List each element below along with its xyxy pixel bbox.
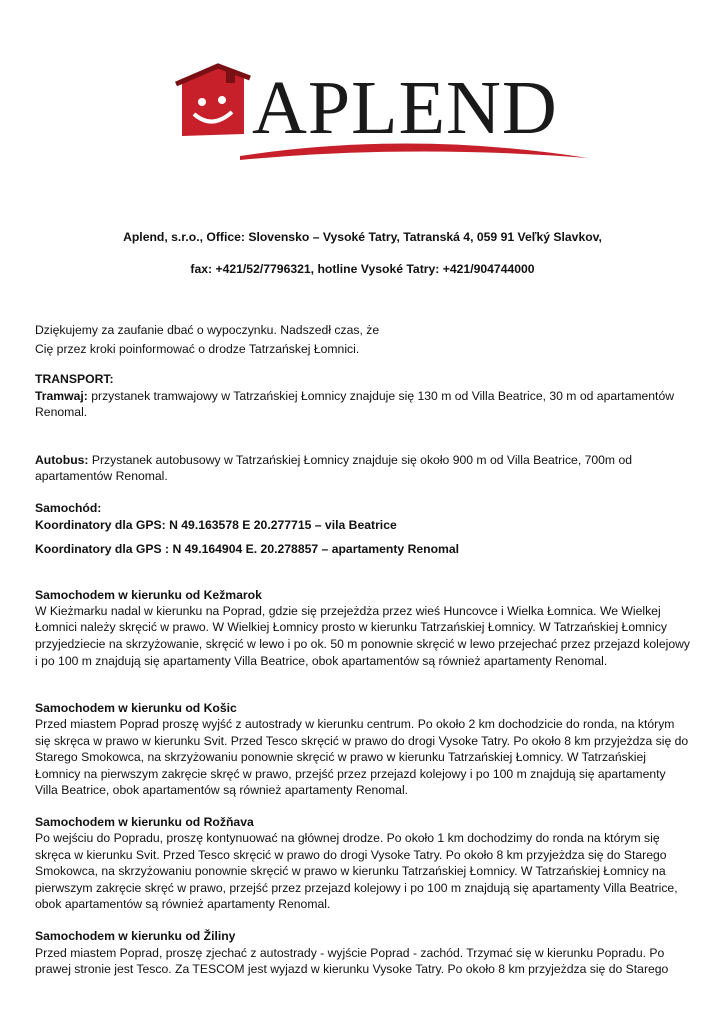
kezmarok-line: W Kieżmarku nadal w kierunku na Poprad, gdzie się przejeżdża przez wieś Huncovce i Wielka Łomnica. We Wielkej [35,604,661,618]
roznava-line: pierwszym zakręcie skręć w prawo, przejść przez przejazd kolejowy i po 100 m znajdują się apartamenty Villa Beatrice, [35,881,678,895]
bus-line-2: apartamentów Renomal. [35,469,168,483]
kezmarok-heading: Samochodem w kierunku od Kežmarok [35,588,262,602]
tram-line-2: Renomal. [35,405,88,419]
intro-line-1: Dziękujemy za zaufanie dbać o wypoczynku. Nadszedł czas, że [35,323,380,337]
bus-line-1 [35,452,632,468]
roznava-heading: Samochodem w kierunku od Rožňava [35,815,254,829]
intro-line-2: Cię przez kroki poinformować o drodze Tatrzańskej Łomnici. [35,342,360,356]
gps-renomal: Koordinatory dla GPS : N 49.164904 E. 20.278857 – apartamenty Renomal [35,542,460,556]
car-heading: Samochód: [35,501,102,515]
tram-text: przystanek tramwajowy w Tatrzańskiej Łomnicy znajduje się 130 m od Villa Beatrice, 30 m od apartamentów [87,389,675,403]
zilina-line: prawej stronie jest Tesco. Za TESCOM jest wyjazd w kierunku Vysoke Tatry. Po około 8 km przyjeżdza się do Starego [35,962,669,976]
kezmarok-line: Łomnici należy skręcić w prawo. W Wielkiej Łomnicy prosto w kierunku Tatrzańskiej Łomnicy. W Tatrzańskiej Łomnicy [35,620,667,634]
roznava-line: skręca w kierunku Svit. Przed Tesco skręcić w prawo do drogi Vysoke Tatry. Po około 8 km przyjeżdza się do Starego [35,848,667,862]
company-contact: fax: +421/52/7796321, hotline Vysoké Tatry: +421/904744000 [190,262,535,276]
transport-heading: TRANSPORT: [35,372,114,386]
roznava-line: Smokowca, na skrzyżowaniu ponownie skręcić w prawo w kierunku Tatrzańskiej Łomnicy. W Tatrzańskiej Łomnicy na [35,864,666,878]
company-address: Aplend, s.r.o., Office: Slovensko – Vysoké Tatry, Tatranská 4, 059 91 Veľký Slavkov, [123,230,602,244]
kosice-line: Przed miastem Poprad proszę wyjść z autostrady w kierunku centrum. Po około 2 km dochodzicie do ronda, na którym [35,717,675,731]
bus-text: Przystanek autobusowy w Tatrzańskiej Łomnicy znajduje się około 900 m od Villa Beatrice, 700m od [88,453,633,467]
zilina-heading: Samochodem w kierunku od Žiliny [35,929,236,943]
gps-villa-beatrice: Koordinatory dla GPS: N 49.163578 E 20.277715 – vila Beatrice [35,518,397,532]
logo-text: APLEND [252,66,558,150]
kosice-line: Starego Smokowca, na skrzyżowaniu ponownie skręcić w prawo w kierunku Tatrzańskiej Łomnicy. W Tatrzańskiej [35,750,646,764]
roznava-line: Po wejściu do Popradu, proszę kontynuować na głównej drodze. Po około 1 km dochodzimy do ronda na którym się [35,831,660,845]
kosice-line: Villa Beatrice, obok apartamentów są również apartamenty Renomal. [35,783,409,797]
kezmarok-line: i po 100 m znajdują się apartamenty Villa Beatrice, obok apartamentów są również apartamenty Renomal. [35,654,608,668]
bus-label: Autobus: [35,453,89,467]
kosice-line: się skręca w prawo w kierunku Svit. Przed Tesco skręcić w prawo do drogi Vysoke Tatry. Po około 8 km przyjeżdza się do [35,734,689,748]
kosice-line: Łomnicy na pierwszym zakręcie skręć w prawo, przejść przez przejazd kolejowy i po 100 m znajdują się apartamenty [35,767,666,781]
kezmarok-line: przyjedziecie na skrzyżowanie, skręcić w lewo i po ok. 50 m ponownie skręcić w lewo przejechać przez przejazd kolejowy [35,637,691,651]
kosice-heading: Samochodem w kierunku od Košic [35,701,237,715]
tram-label: Tramwaj: [35,389,88,403]
tram-line-1 [35,388,674,404]
roznava-line: obok apartamentów są również apartamenty Renomal. [35,897,331,911]
zilina-line: Przed miastem Poprad, proszę zjechać z autostrady - wyjście Poprad - zachód. Trzymać się w kierunku Popradu. Po [35,946,665,960]
aplend-logo [160,60,590,170]
